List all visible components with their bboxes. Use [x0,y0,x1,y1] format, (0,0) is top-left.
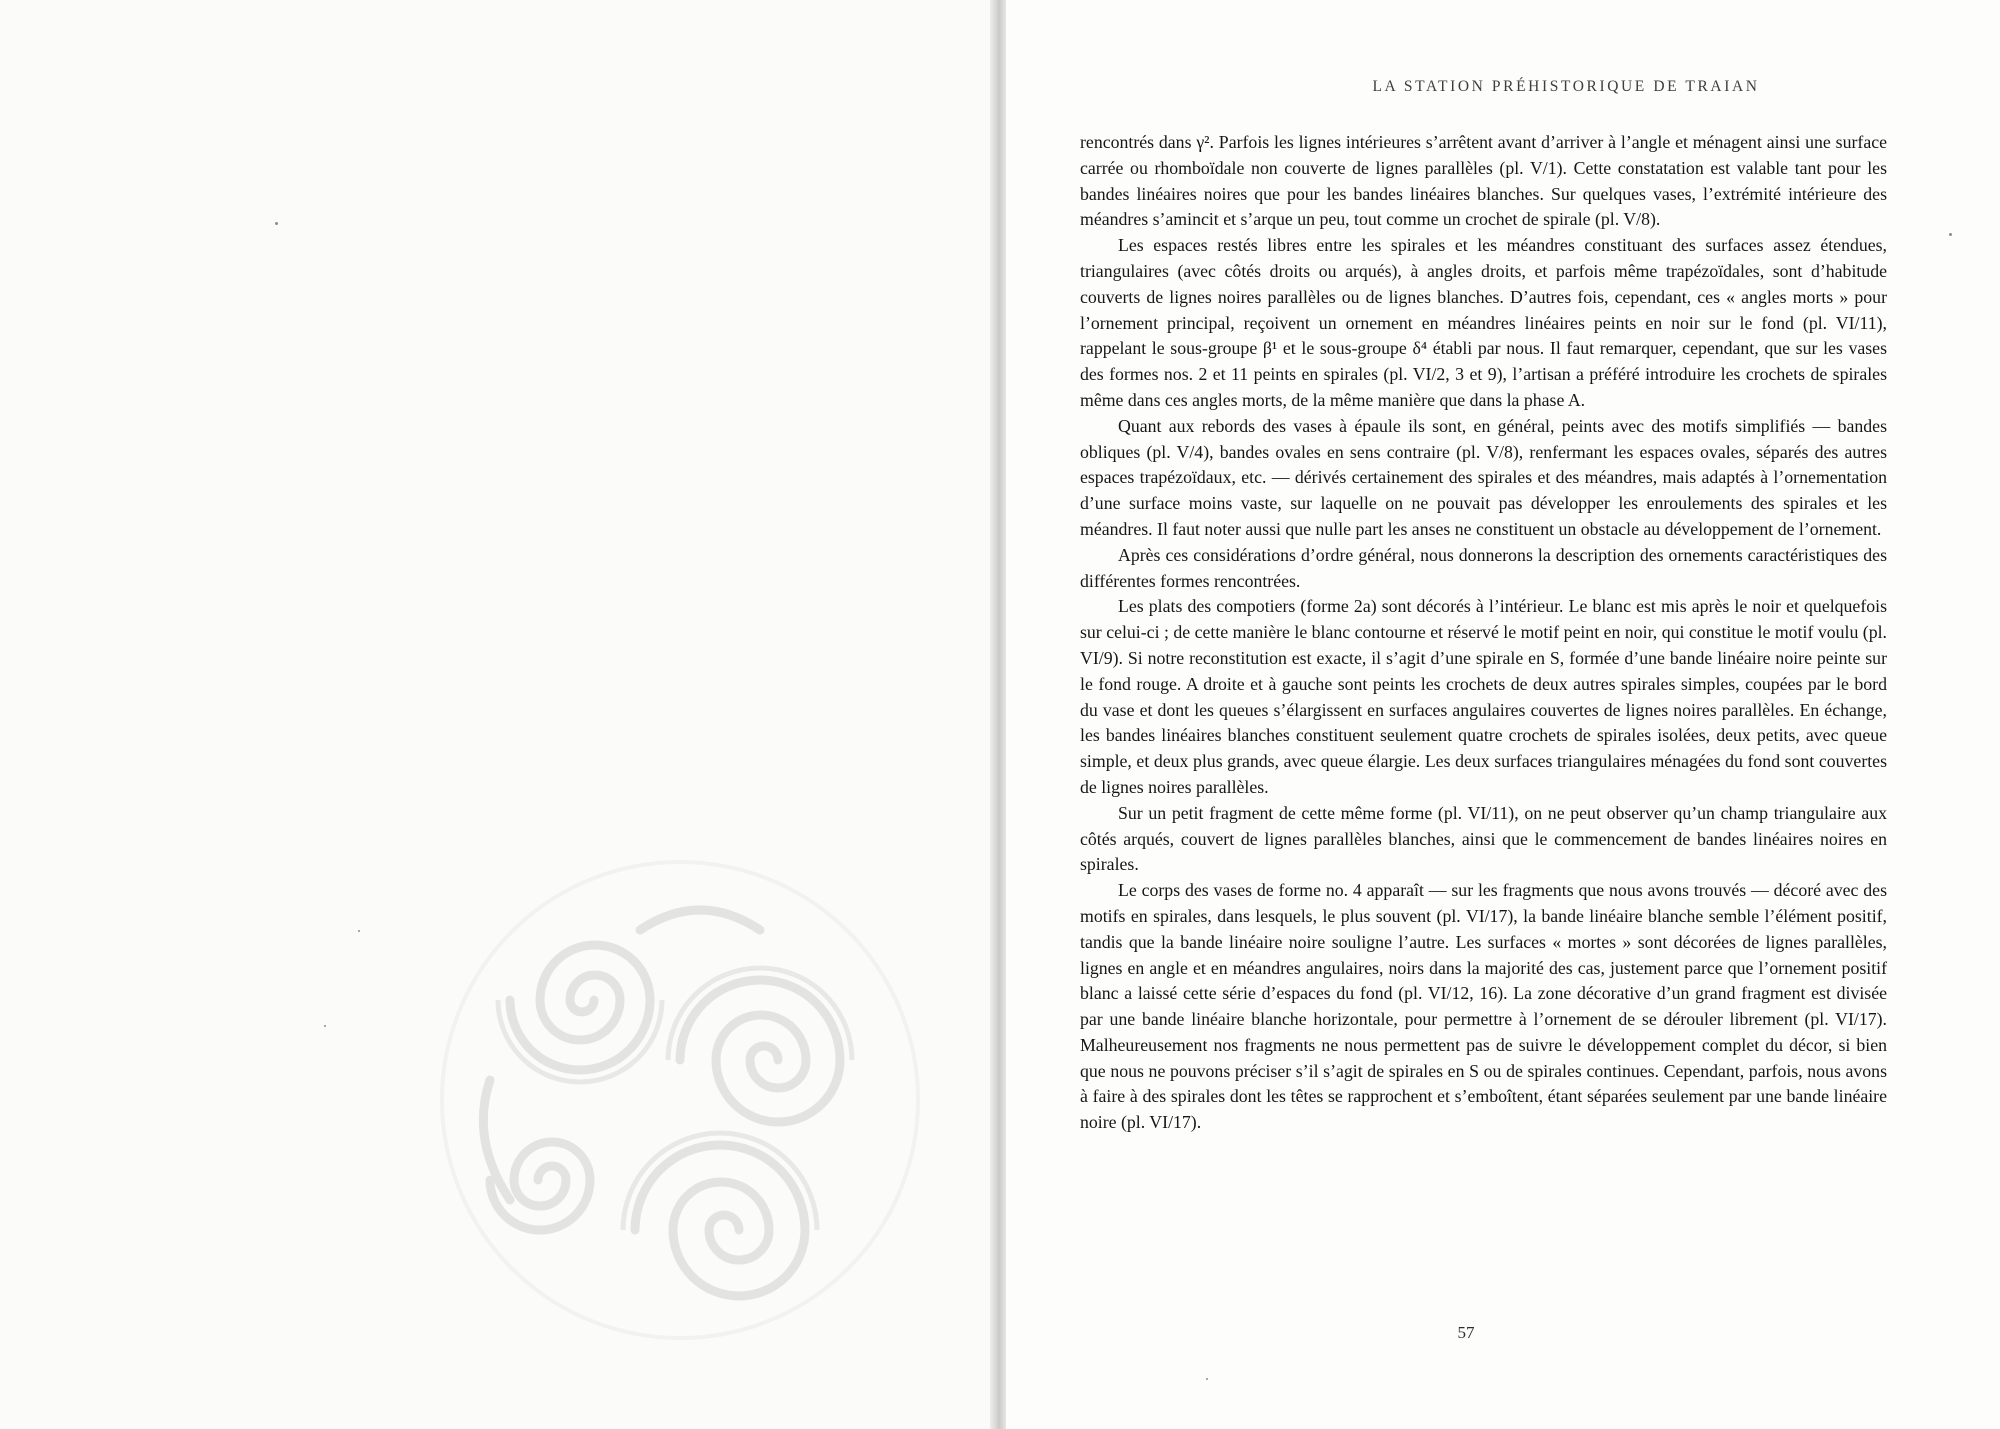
right-page [1006,0,2000,1429]
paragraph: Quant aux rebords des vases à épaule ils sont, en général, peints avec des motifs simplifiés — bandes obliques (pl. V/4), bandes ovales en sens contraire (pl. V/8), renfermant les espaces ovales, séparés des autres espaces trapézoïdaux, etc. — dérivés certainement des spirales et des méandres, mais adaptés à l’ornementation d’une surface moins vaste, sur laquelle on ne pouvait pas développer les enroulements des spirales et les méandres. Il faut noter aussi que nulle part les anses ne constituent un obstacle au développement de l’ornement. [1080,415,1887,539]
spiral-ornament-icon [430,850,930,1350]
book-gutter [990,0,1006,1429]
paper-speck [1949,233,1952,236]
running-head: LA STATION PRÉHISTORIQUE DE TRAIAN [1372,78,1760,95]
paragraph: Les espaces restés libres entre les spirales et les méandres constituant des surfaces assez étendues, triangulaires (avec côtés droits ou arqués), à angles droits, et parfois même trapézoïdales, sont d’habitude couverts de lignes noires parallèles ou de lignes blanches. D’autres fois, cependant, ces « angles morts » pour l’ornement principal, reçoivent un ornement en méandres linéaires peints en noir sur le fond (pl. VI/11), rappelant le sous-groupe β¹ et le sous-groupe δ⁴ établi par nous. Il faut remarquer, cependant, que sur les vases des formes nos. 2 et 11 peints en spirales (pl. VI/2, 3 et 9), l’artisan a préféré introduire les crochets de spirales même dans ces angles morts, de la même manière que dans la phase A. [1080,235,1887,410]
paragraph: rencontrés dans γ². Parfois les lignes intérieures s’arrêtent avant d’arriver à l’angle et ménagent ainsi une surface carrée ou rhomboïdale non couverte de lignes parallèles (pl. V/1). Cette constatation est valable tant pour les bandes linéaires noires que pour les bandes linéaires blanches. Sur quelques vases, l’extrémité intérieure des méandres s’amincit et s’arque un peu, tout comme un crochet de spirale (pl. V/8). [1080,132,1887,230]
paragraph: Après ces considérations d’ordre général, nous donnerons la description des ornements caractéristiques des différentes formes rencontrées. [1080,544,1887,591]
paper-speck [358,930,360,932]
page-number: 57 [1457,1323,1475,1342]
paper-speck [324,1025,326,1027]
paragraph: Les plats des compotiers (forme 2a) sont décorés à l’intérieur. Le blanc est mis après le noir et quelquefois sur celui-ci ; de cette manière le blanc contourne et réservé le motif peint en noir, qui constitue le motif voulu (pl. VI/9). Si notre reconstitution est exacte, il s’agit d’une spirale en S, formée d’une bande linéaire noire peinte sur le fond rouge. A droite et à gauche sont peints les crochets de deux autres spirales simples, coupées par le bord du vase et dont les queues s’élargissent en surfaces angulaires couvertes de lignes noires parallèles. En échange, les bandes linéaires blanches constituent seulement quatre crochets de spirales isolées, deux petits, avec queue simple, et deux plus grands, avec queue élargie. Les deux surfaces triangulaires ménagées du fond sont couvertes de lignes noires parallèles. [1080,596,1887,797]
body-text [1080,130,1887,1136]
left-page [0,0,990,1429]
paper-speck [1206,1378,1208,1380]
paper-speck [275,222,278,225]
paragraph: Sur un petit fragment de cette même forme (pl. VI/11), on ne peut observer qu’un champ triangulaire aux côtés arqués, couvert de lignes parallèles blanches, ainsi que le commencement de bandes linéaires noires en spirales. [1080,802,1887,875]
paragraph: Le corps des vases de forme no. 4 apparaît — sur les fragments que nous avons trouvés — décoré avec des motifs en spirales, dans lesquels, le plus souvent (pl. VI/17), la bande linéaire blanche semble l’élément positif, tandis que la bande linéaire noire souligne l’autre. Les surfaces « mortes » sont décorées de lignes parallèles, lignes en angle et en méandres angulaires, noirs dans la majorité des cas, justement parce que l’ornement positif blanc a laissé cette série d’espaces du fond (pl. VI/12, 16). La zone décorative d’un grand fragment est divisée par une bande linéaire blanche horizontale, pour permettre à l’ornement de se dérouler librement (pl. VI/17). Malheureusement nos fragments ne nous permettent pas de suivre le développement complet du décor, si bien que nous ne pouvons préciser s’il s’agit de spirales en S ou de spirales continues. Cependant, parfois, nous avons à faire à des spirales dont les têtes se rapprochent et s’emboîtent, étant séparées seulement par une bande linéaire noire (pl. VI/17). [1080,880,1887,1133]
